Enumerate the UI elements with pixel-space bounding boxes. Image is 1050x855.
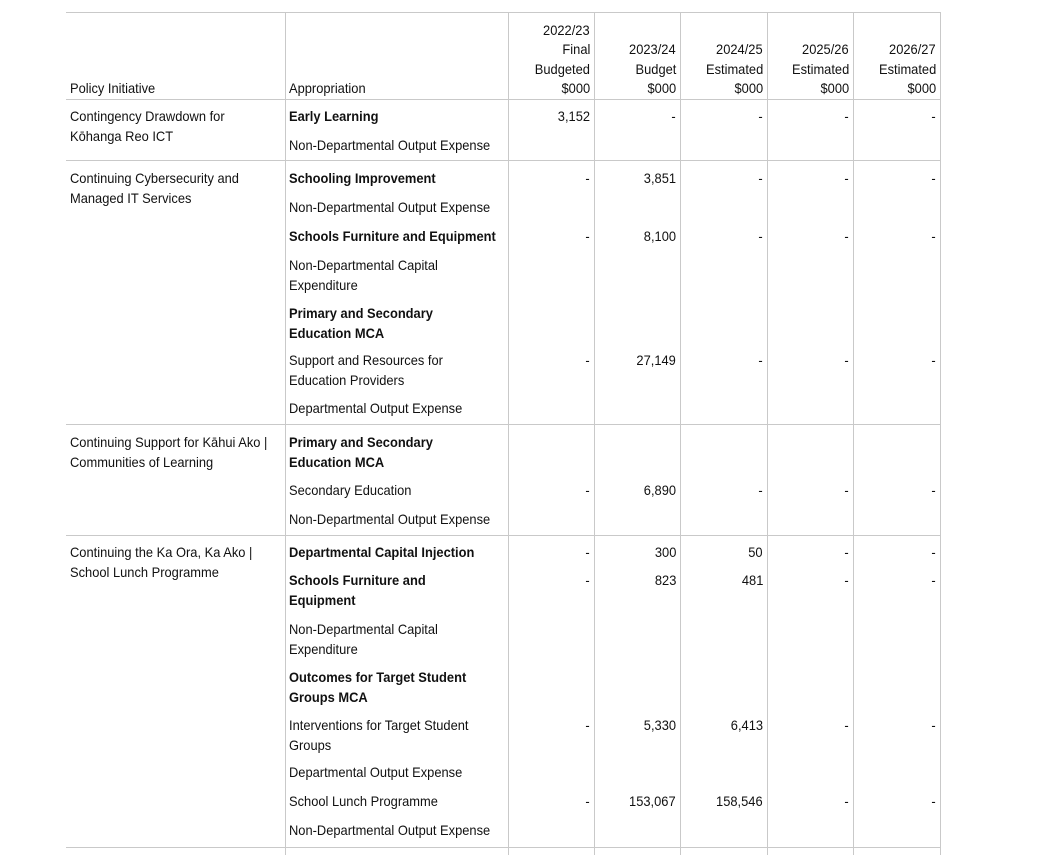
value-cell: - — [844, 170, 849, 186]
value-cell: - — [844, 793, 849, 809]
value-cell: 8,100 — [643, 228, 676, 244]
value-cell: 6,890 — [643, 482, 676, 498]
value-cell: - — [931, 108, 936, 124]
appropriation-name: Primary and Secondary — [289, 305, 433, 321]
appropriation-name: Departmental Capital Injection — [289, 544, 475, 560]
appropriation-name: Schooling Improvement — [289, 170, 436, 186]
appropriation-name: Education MCA — [289, 324, 385, 341]
header-col-5-line: $000 — [907, 80, 936, 96]
appropriation-name: Schools Furniture and Equipment — [289, 228, 496, 244]
appropriation-type: Departmental Output Expense — [289, 764, 463, 780]
header-col-5-line: 2026/27 — [889, 41, 936, 57]
value-cell: - — [844, 108, 849, 124]
value-cell: - — [758, 228, 763, 244]
column-divider — [285, 12, 286, 855]
appropriation-name: Education MCA — [289, 453, 385, 470]
appropriation-type: Education Providers — [289, 371, 405, 388]
table-top-border — [66, 12, 941, 13]
appropriation-name: Schools Furniture and — [289, 572, 426, 588]
policy-initiative-name: School Lunch Programme — [70, 563, 219, 580]
value-cell: - — [844, 572, 849, 588]
value-cell: - — [758, 170, 763, 186]
header-appropriation: Appropriation — [289, 80, 366, 96]
value-cell: 5,330 — [643, 717, 676, 733]
appropriation-type: Expenditure — [289, 640, 358, 657]
section-divider — [66, 99, 941, 100]
value-cell: 6,413 — [730, 717, 763, 733]
appropriation-name: Equipment — [289, 591, 356, 608]
policy-initiative-name: Communities of Learning — [70, 453, 214, 470]
value-cell: - — [931, 717, 936, 733]
header-col-1-line: Budgeted — [534, 60, 590, 77]
appropriation-type: Secondary Education — [289, 482, 412, 498]
value-cell: 481 — [741, 572, 763, 588]
policy-initiative-name: Kōhanga Reo ICT — [70, 127, 174, 144]
value-cell: - — [931, 482, 936, 498]
header-col-3-line: Estimated — [705, 60, 763, 77]
appropriation-name: Outcomes for Target Student — [289, 669, 467, 685]
header-col-1-line: $000 — [561, 80, 590, 96]
policy-initiative-name: Managed IT Services — [70, 189, 192, 206]
column-divider — [940, 12, 941, 855]
appropriation-type: School Lunch Programme — [289, 793, 438, 809]
value-cell: - — [931, 572, 936, 588]
value-cell: - — [585, 352, 590, 368]
value-cell: 153,067 — [629, 793, 676, 809]
policy-initiative-name: Contingency Drawdown for — [70, 108, 225, 124]
appropriation-type: Expenditure — [289, 276, 358, 293]
value-cell: - — [585, 793, 590, 809]
value-cell: - — [931, 793, 936, 809]
value-cell: - — [585, 717, 590, 733]
header-col-1-line: 2022/23 — [543, 21, 590, 38]
value-cell: - — [585, 228, 590, 244]
value-cell: - — [585, 170, 590, 186]
section-divider — [66, 424, 941, 425]
value-cell: - — [671, 108, 676, 124]
appropriation-type: Non-Departmental Capital — [289, 257, 438, 273]
header-col-5-line: Estimated — [878, 60, 936, 77]
column-divider — [680, 12, 681, 855]
appropriation-type: Support and Resources for — [289, 352, 443, 368]
header-col-2-line: 2023/24 — [629, 41, 676, 57]
value-cell: - — [585, 482, 590, 498]
appropriation-type: Departmental Output Expense — [289, 400, 463, 416]
header-col-4-line: 2025/26 — [802, 41, 849, 57]
appropriation-name: Primary and Secondary — [289, 434, 433, 450]
column-divider — [594, 12, 595, 855]
column-divider — [508, 12, 509, 855]
header-col-2-line: Budget — [635, 60, 676, 77]
value-cell: - — [931, 352, 936, 368]
appropriation-type: Non-Departmental Capital — [289, 621, 438, 637]
header-col-1-line: Final — [562, 41, 590, 57]
section-divider — [66, 535, 941, 536]
value-cell: - — [844, 717, 849, 733]
value-cell: - — [585, 572, 590, 588]
value-cell: 27,149 — [636, 352, 676, 368]
header-col-4-line: Estimated — [791, 60, 849, 77]
column-divider — [853, 12, 854, 855]
value-cell: - — [931, 228, 936, 244]
value-cell: - — [931, 170, 936, 186]
section-divider — [66, 847, 941, 848]
header-col-3-line: 2024/25 — [716, 41, 763, 57]
header-col-3-line: $000 — [734, 80, 763, 96]
appropriation-type: Non-Departmental Output Expense — [289, 199, 491, 215]
section-divider — [66, 160, 941, 161]
value-cell: 300 — [654, 544, 676, 560]
value-cell: 823 — [654, 572, 676, 588]
appropriation-type: Non-Departmental Output Expense — [289, 511, 491, 527]
appropriation-type: Interventions for Target Student — [289, 717, 469, 733]
value-cell: - — [844, 352, 849, 368]
value-cell: 3,851 — [643, 170, 676, 186]
header-col-4-line: $000 — [820, 80, 849, 96]
policy-initiative-name: Continuing the Ka Ora, Ka Ako | — [70, 544, 253, 560]
column-divider — [767, 12, 768, 855]
value-cell: 158,546 — [716, 793, 763, 809]
value-cell: 50 — [748, 544, 763, 560]
value-cell: - — [844, 228, 849, 244]
appropriation-type: Non-Departmental Output Expense — [289, 137, 491, 153]
value-cell: - — [758, 352, 763, 368]
header-policy-initiative: Policy Initiative — [70, 80, 156, 96]
value-cell: 3,152 — [557, 108, 590, 124]
value-cell: - — [844, 544, 849, 560]
policy-initiative-name: Continuing Support for Kāhui Ako | — [70, 434, 268, 450]
value-cell: - — [931, 544, 936, 560]
appropriation-type: Non-Departmental Output Expense — [289, 822, 491, 838]
appropriation-name: Early Learning — [289, 108, 379, 124]
value-cell: - — [585, 544, 590, 560]
header-col-2-line: $000 — [647, 80, 676, 96]
policy-initiative-name: Continuing Cybersecurity and — [70, 170, 239, 186]
value-cell: - — [844, 482, 849, 498]
appropriation-type: Groups — [289, 736, 332, 753]
value-cell: - — [758, 108, 763, 124]
appropriation-name: Groups MCA — [289, 688, 368, 705]
value-cell: - — [758, 482, 763, 498]
